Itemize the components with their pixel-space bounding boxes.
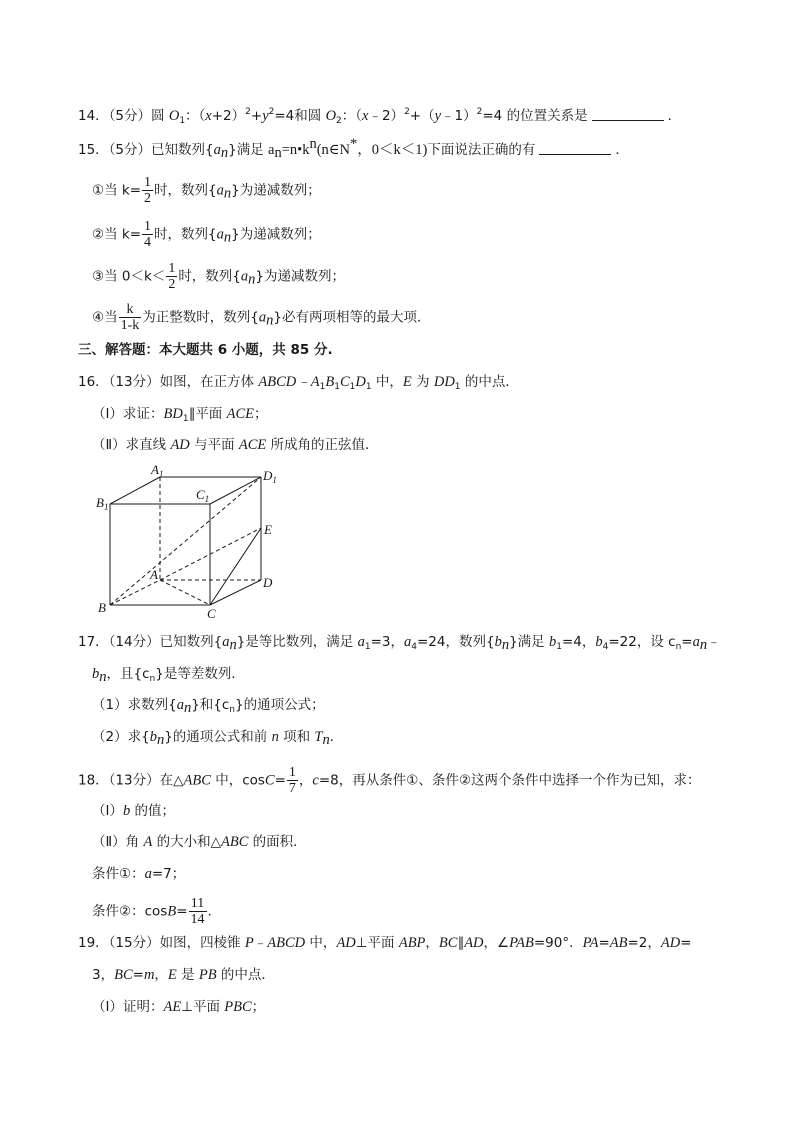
fraction: $\frac{1}{2}$ xyxy=(144,175,152,206)
label-c: C xyxy=(207,606,216,621)
label-d1: $D_1$ xyxy=(263,468,277,485)
q15-option-1: ①当 k= $\frac{1}{2}$ 时，数列{an}为递减数列； xyxy=(92,175,321,206)
label-b1: $B_1$ xyxy=(96,495,109,512)
q19-line-2: 3，BC=m，E 是 PB 的中点． xyxy=(92,967,275,983)
q18-line: 18．（13分）在△ABC 中，cosC= $\frac{1}{7}$ ，c=8，再从条件①、条件②这两个条件中选择一个作为已知，求： xyxy=(78,765,701,796)
fraction: $\frac{1}{4}$ xyxy=(144,219,152,250)
cube-figure xyxy=(90,462,290,622)
q18-part-2: （Ⅱ）角 A 的大小和△ABC 的面积． xyxy=(92,834,307,850)
q17-part-1: （1）求数列{an}和$\{c_n\}$的通项公式； xyxy=(92,697,325,716)
label-e: E xyxy=(264,522,272,537)
edge-ce xyxy=(210,528,261,605)
q17-line-2: bn，且$\{c_n\}$是等差数列． xyxy=(92,666,245,685)
fraction: $\frac{11}{14}$ xyxy=(190,896,205,927)
label-a: A xyxy=(150,567,158,582)
edge-ac-hidden xyxy=(160,580,210,605)
answer-blank[interactable] xyxy=(539,142,611,155)
fraction: $\frac{1}{7}$ xyxy=(288,765,296,796)
q19-line-1: 19．（15分）如图，四棱锥 P﹣ABCD 中，AD⊥平面 ABP，BC∥AD，∠PAB=90°．PA=AB=2，AD= xyxy=(78,935,692,951)
edge-c1d1 xyxy=(210,477,261,504)
q18-condition-2: 条件②：cosB= $\frac{11}{14}$ . xyxy=(92,896,212,927)
q16-part-2: （Ⅱ）求直线 AD 与平面 ACE 所成角的正弦值． xyxy=(92,437,379,453)
edge-bd1-hidden xyxy=(110,477,261,605)
q15-option-2: ②当 k= $\frac{1}{4}$ 时，数列{an}为递减数列； xyxy=(92,219,321,250)
fraction: $\frac{k}{1-k}$ xyxy=(120,302,140,333)
answer-blank[interactable] xyxy=(592,108,664,121)
q16-line: 16．（13分）如图，在正方体 $ABCD﹣A_1B_1C_1D_1$ 中，E 为 $DD_1$ 的中点． xyxy=(78,374,519,392)
section-heading: 三、解答题：本大题共 6 小题，共 85 分. xyxy=(78,342,333,358)
label-b: B xyxy=(98,600,106,615)
q19-part-1: （Ⅰ）证明：AE⊥平面 PBC； xyxy=(92,999,266,1015)
q15-option-3: ③当 0＜k＜ $\frac{1}{2}$ 时，数列{an}为递减数列； xyxy=(92,261,345,292)
edge-ba-hidden xyxy=(110,580,160,605)
label-d: D xyxy=(263,575,273,590)
label-a1: $A_1$ xyxy=(151,462,164,479)
q18-part-1: （Ⅰ）b 的值； xyxy=(92,803,176,819)
q17-part-2: （2）求{bn}的通项公式和前 n 项和 Tn． xyxy=(92,729,344,748)
label-c1: $C_1$ xyxy=(196,487,210,504)
q16-part-1: （Ⅰ）求证：$BD_1\parallel$平面 ACE； xyxy=(92,406,268,424)
fraction: $\frac{1}{2}$ xyxy=(168,261,176,292)
q15-option-4: ④当 $\frac{k}{1-k}$ 为正整数时，数列{an}必有两项相等的最大项． xyxy=(92,302,431,333)
q18-condition-1: 条件①：a=7； xyxy=(92,866,186,882)
q15-line: 15．（5分）已知数列{an}满足 an=n•kn(n∈N*，0＜k＜1)下面说法正确的有 ． xyxy=(78,136,629,161)
edge-b1a1 xyxy=(110,477,160,504)
q14-line: 14．（5分）圆 $O_1$：$(x+2)^2+y^2=4$和圆 $O_2$：（x﹣2）$^2$+（y﹣1）$^2$=4 的位置关系是 ． xyxy=(78,107,682,126)
q17-line-1: 17．（14分）已知数列{an}是等比数列，满足 $a_1=3$，$a_4=24$，数列{bn}满足 $b_1=4$，$b_4=22$，设 $c_n=an﹣$ xyxy=(78,634,721,653)
edge-cd xyxy=(210,580,261,605)
